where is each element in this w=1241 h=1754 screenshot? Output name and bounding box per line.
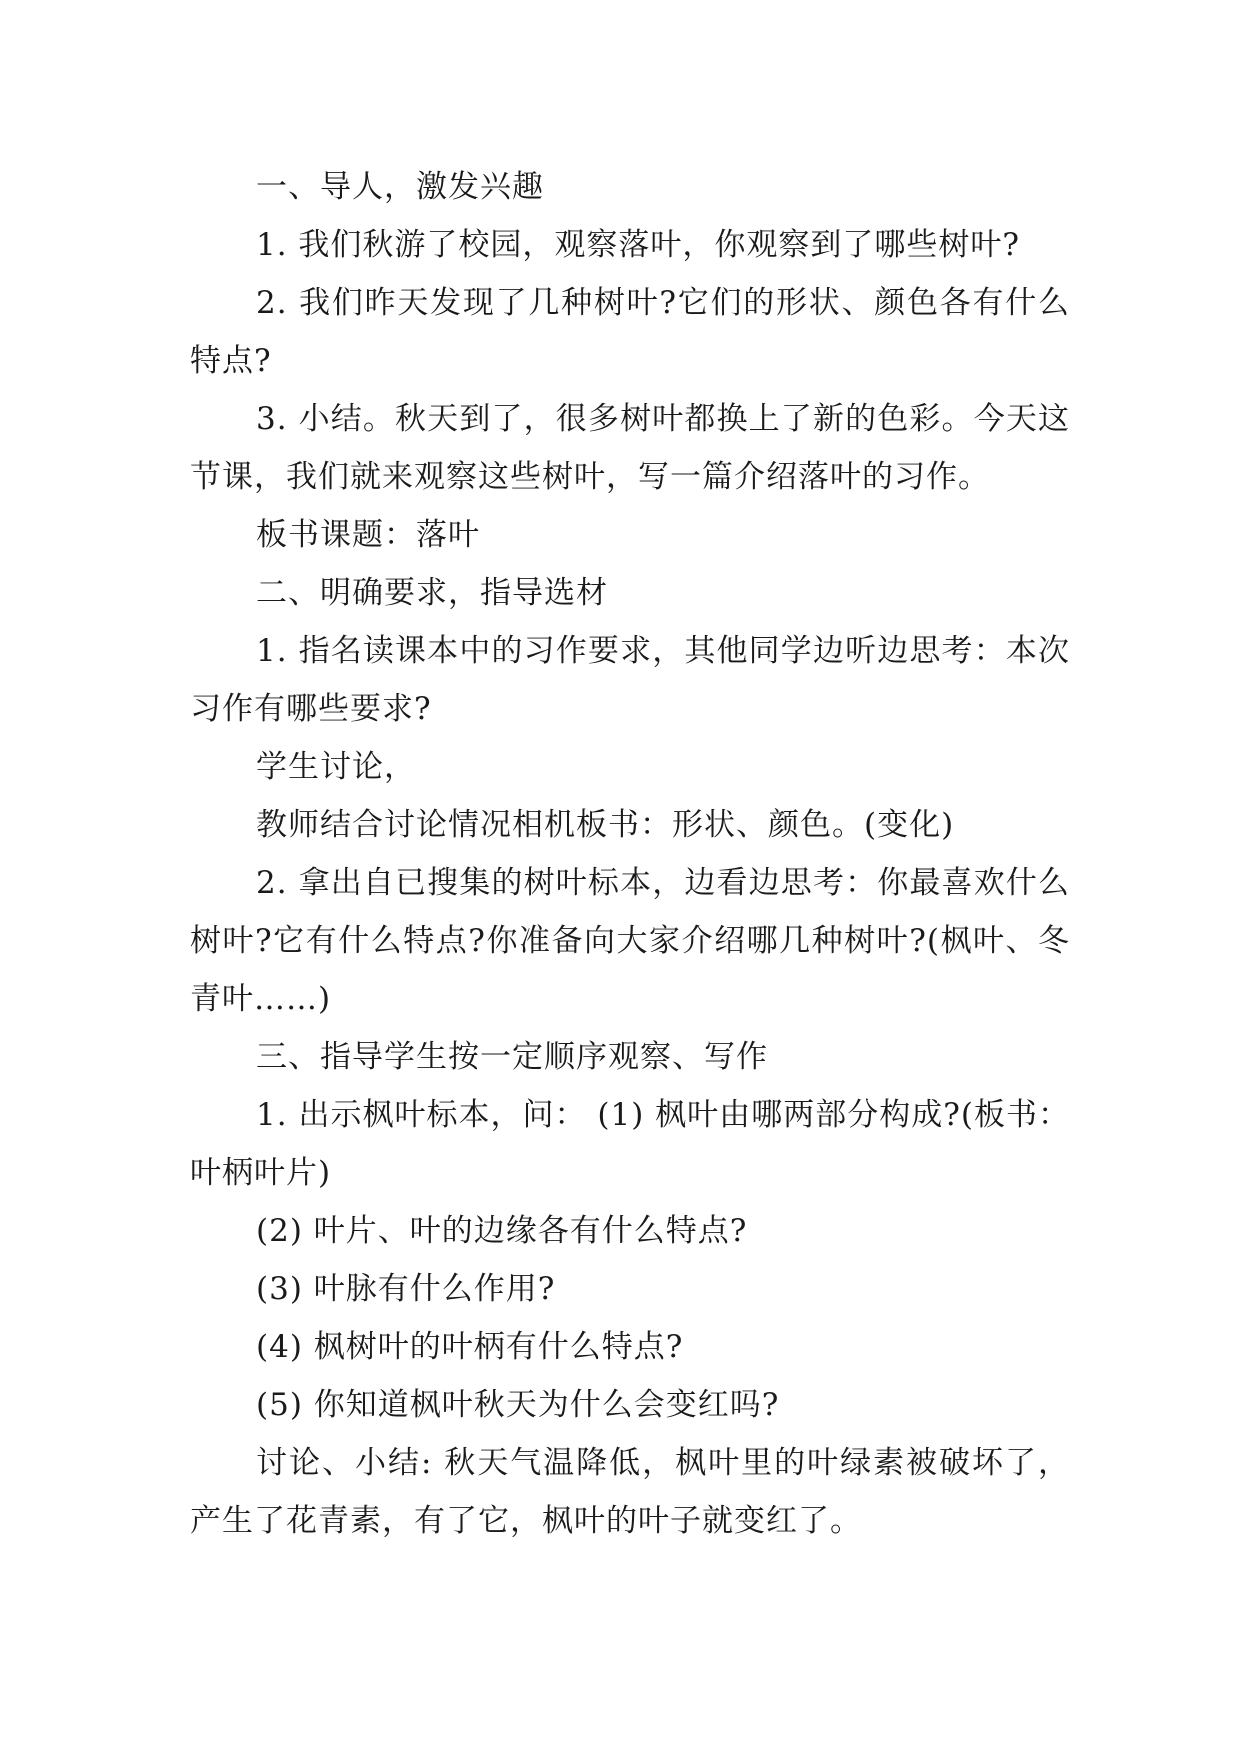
summary-paragraph: 3. 小结。秋天到了，很多树叶都换上了新的色彩。今天这节课，我们就来观察这些树叶，写一篇介绍落叶的习作。 <box>190 401 1070 495</box>
section-heading-1: 一、导人，激发兴趣 <box>256 169 544 205</box>
discussion-paragraph: 学生讨论， <box>256 749 416 785</box>
instruction-paragraph: 1. 指名读课本中的习作要求，其他同学边听边思考：本次习作有哪些要求? <box>190 633 1070 727</box>
question-paragraph: (4) 枫树叶的叶柄有什么特点? <box>256 1329 684 1365</box>
question-paragraph: (5) 你知道枫叶秋天为什么会变红吗? <box>256 1387 780 1423</box>
question-paragraph: (2) 叶片、叶的边缘各有什么特点? <box>256 1213 748 1249</box>
question-paragraph: 1. 出示枫叶标本，问： (1) 枫叶由哪两部分构成?(板书：叶柄叶片) <box>190 1097 1070 1191</box>
section-heading-2: 二、明确要求，指导选材 <box>256 575 608 611</box>
question-paragraph: 2. 我们昨天发现了几种树叶?它们的形状、颜色各有什么特点? <box>190 285 1070 379</box>
instruction-paragraph: 2. 拿出自已搜集的树叶标本，边看边思考：你最喜欢什么树叶?它有什么特点?你准备向大家介绍哪几种树叶?(枫叶、冬青叶……) <box>190 865 1070 1017</box>
question-paragraph: 1. 我们秋游了校园，观察落叶，你观察到了哪些树叶? <box>256 227 1021 263</box>
section-heading-3: 三、指导学生按一定顺序观察、写作 <box>256 1039 768 1075</box>
board-notes-paragraph: 教师结合讨论情况相机板书：形状、颜色。(变化) <box>256 807 955 843</box>
conclusion-paragraph: 讨论、小结: 秋天气温降低，枫叶里的叶绿素被破坏了，产生了花青素，有了它，枫叶的叶子就变红了。 <box>190 1445 1070 1539</box>
board-title-paragraph: 板书课题：落叶 <box>256 517 480 553</box>
document-body <box>190 158 1070 1550</box>
question-paragraph: (3) 叶脉有什么作用? <box>256 1271 556 1307</box>
